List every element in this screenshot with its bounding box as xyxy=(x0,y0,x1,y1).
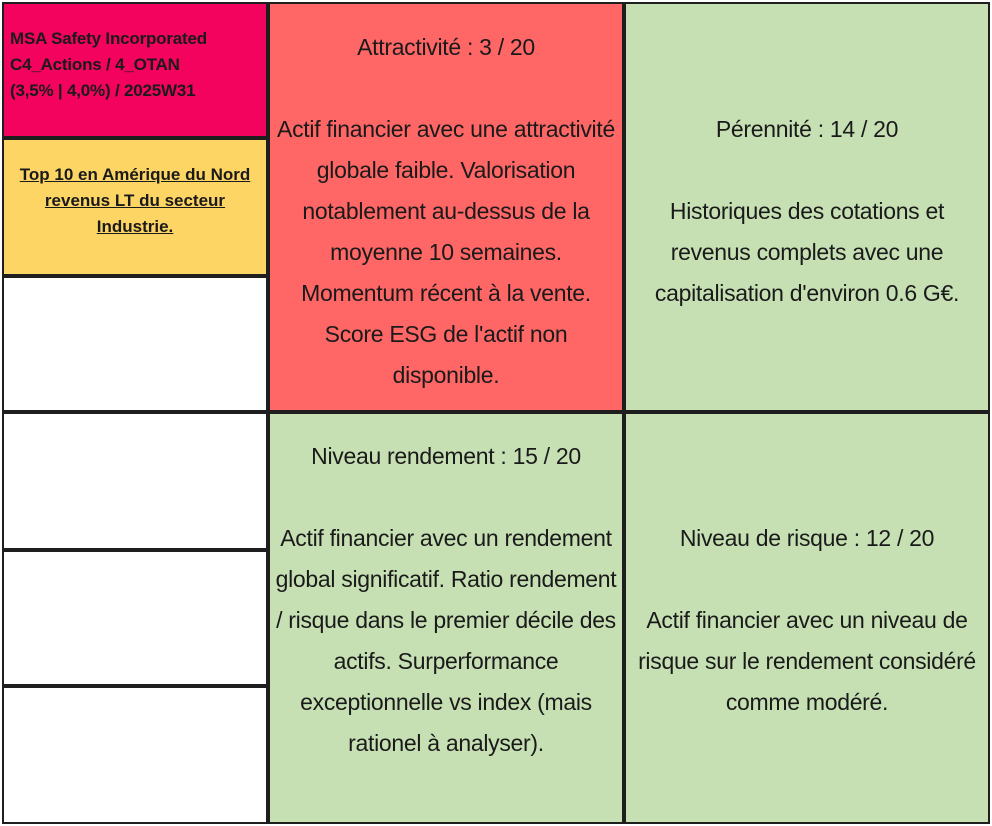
attractivite-score: Attractivité : 3 / 20 xyxy=(357,34,535,60)
risque-panel xyxy=(624,412,990,824)
risque-description: Actif financier avec un niveau de risque sur le rendement considéré comme modéré. xyxy=(638,607,976,715)
attractivite-panel xyxy=(268,2,624,412)
perennite-description: Historiques des cotations et revenus complets avec une capitalisation d'environ 0.6 G€. xyxy=(654,198,960,306)
asset-name: MSA Safety Incorporated xyxy=(10,29,207,48)
asset-title-cell xyxy=(2,2,268,138)
rendement-description: Actif financier avec un rendement global significatif. Ratio rendement / risque dans le premier décile des actifs. Surperformance exceptionnelle vs index (mais rationel à analyser). xyxy=(275,525,617,756)
attractivite-description: Actif financier avec une attractivité globale faible. Valorisation notablement au-dessus de la moyenne 10 semaines. Momentum récent à la vente. Score ESG de l'actif non disponible. xyxy=(277,116,615,388)
empty-cell xyxy=(2,686,268,824)
empty-cell xyxy=(2,550,268,686)
risque-score: Niveau de risque : 12 / 20 xyxy=(679,525,935,551)
perennite-panel xyxy=(624,2,990,412)
rendement-panel xyxy=(268,412,624,824)
empty-cell xyxy=(2,276,268,412)
rendement-score: Niveau rendement : 15 / 20 xyxy=(311,443,581,469)
asset-params: (3,5% | 4,0%) / 2025W31 xyxy=(10,81,196,100)
ranking-cell xyxy=(2,138,268,276)
asset-category: C4_Actions / 4_OTAN xyxy=(10,55,180,74)
empty-cell xyxy=(2,412,268,550)
ranking-text: Top 10 en Amérique du Nord revenus LT du secteur Industrie. xyxy=(19,165,251,236)
perennite-score: Pérennité : 14 / 20 xyxy=(715,116,899,142)
